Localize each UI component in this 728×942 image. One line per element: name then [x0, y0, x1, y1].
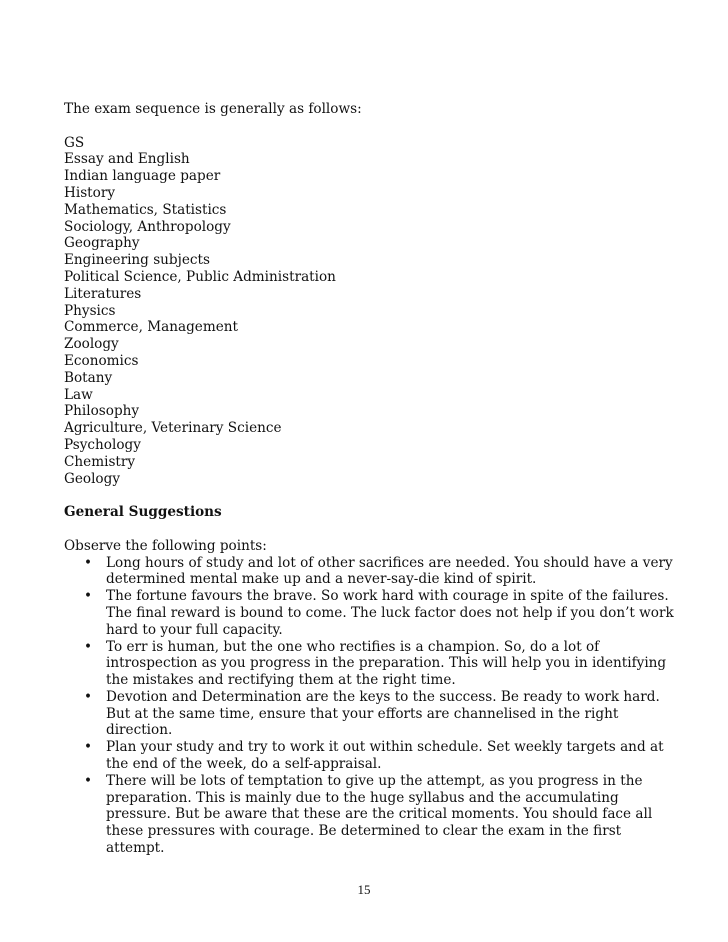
bullet-icon: •	[84, 588, 93, 605]
suggestion-item	[64, 555, 674, 589]
page-number: 15	[357, 882, 371, 897]
suggestion-item	[64, 773, 674, 857]
subject-item: Economics	[64, 352, 139, 369]
observe-intro: Observe the following points:	[64, 537, 267, 554]
subject-item: Political Science, Public Administration	[64, 268, 336, 285]
suggestion-list	[64, 555, 674, 857]
subject-item: Geography	[64, 235, 140, 252]
suggestion-text: Plan your study and try to work it out within schedule. Set weekly targets and at the end of the week, do a self-appraisal.	[106, 739, 664, 773]
subject-item: Sociology, Anthropology	[64, 218, 231, 235]
bullet-icon: •	[84, 688, 93, 705]
subject-list	[64, 135, 674, 488]
subject-item: Psychology	[64, 436, 141, 453]
suggestion-text: Long hours of study and lot of other sacrifices are needed. You should have a very determined mental make up and a never-say-die kind of spirit.	[106, 554, 673, 588]
bullet-icon: •	[84, 739, 93, 756]
section-heading: General Suggestions	[64, 504, 222, 521]
subject-item: Chemistry	[64, 453, 136, 470]
suggestion-item	[64, 588, 674, 638]
subject-item: Botany	[64, 369, 113, 386]
intro-text: The exam sequence is generally as follows:	[64, 101, 362, 117]
subject-item: Mathematics, Statistics	[64, 201, 227, 218]
suggestion-item	[64, 739, 674, 773]
subject-item: Literatures	[64, 285, 142, 302]
subject-item: Indian language paper	[64, 168, 221, 185]
suggestion-text: The fortune favours the brave. So work hard with courage in spite of the failures. The final reward is bound to come. The luck factor does not help if you don’t work hard to your full capacity.	[106, 588, 674, 638]
subject-item: Engineering subjects	[64, 252, 210, 269]
bullet-icon: •	[84, 638, 93, 655]
subject-item: GS	[64, 134, 85, 151]
subject-item: Physics	[64, 302, 116, 319]
subject-item: Law	[64, 386, 93, 403]
subject-item: Essay and English	[64, 151, 190, 168]
subject-item: Agriculture, Veterinary Science	[64, 420, 282, 437]
subject-item: Zoology	[64, 336, 119, 353]
subject-item: History	[64, 184, 116, 201]
bullet-icon: •	[84, 554, 93, 571]
subject-item: Philosophy	[64, 403, 140, 420]
bullet-icon: •	[84, 772, 93, 789]
page-content	[64, 101, 674, 857]
subject-item: Commerce, Management	[64, 319, 238, 336]
suggestion-item	[64, 639, 674, 689]
subject-item: Geology	[64, 470, 121, 487]
suggestion-text: To err is human, but the one who rectifies is a champion. So, do a lot of introspection as you progress in the preparation. This will help you in identifying the mistakes and rectifying them at the right time.	[106, 638, 667, 689]
suggestion-item	[64, 689, 674, 739]
suggestion-text: There will be lots of temptation to give up the attempt, as you progress in the preparation. This is mainly due to the huge syllabus and the accumulating pressure. But be aware that these are the critical moments. You should face all these pressures with courage. Be determined to clear the exam in the first attempt.	[106, 772, 653, 857]
suggestion-text: Devotion and Determination are the keys to the success. Be ready to work hard. But at the same time, ensure that your efforts are channelised in the right direction.	[106, 688, 660, 739]
